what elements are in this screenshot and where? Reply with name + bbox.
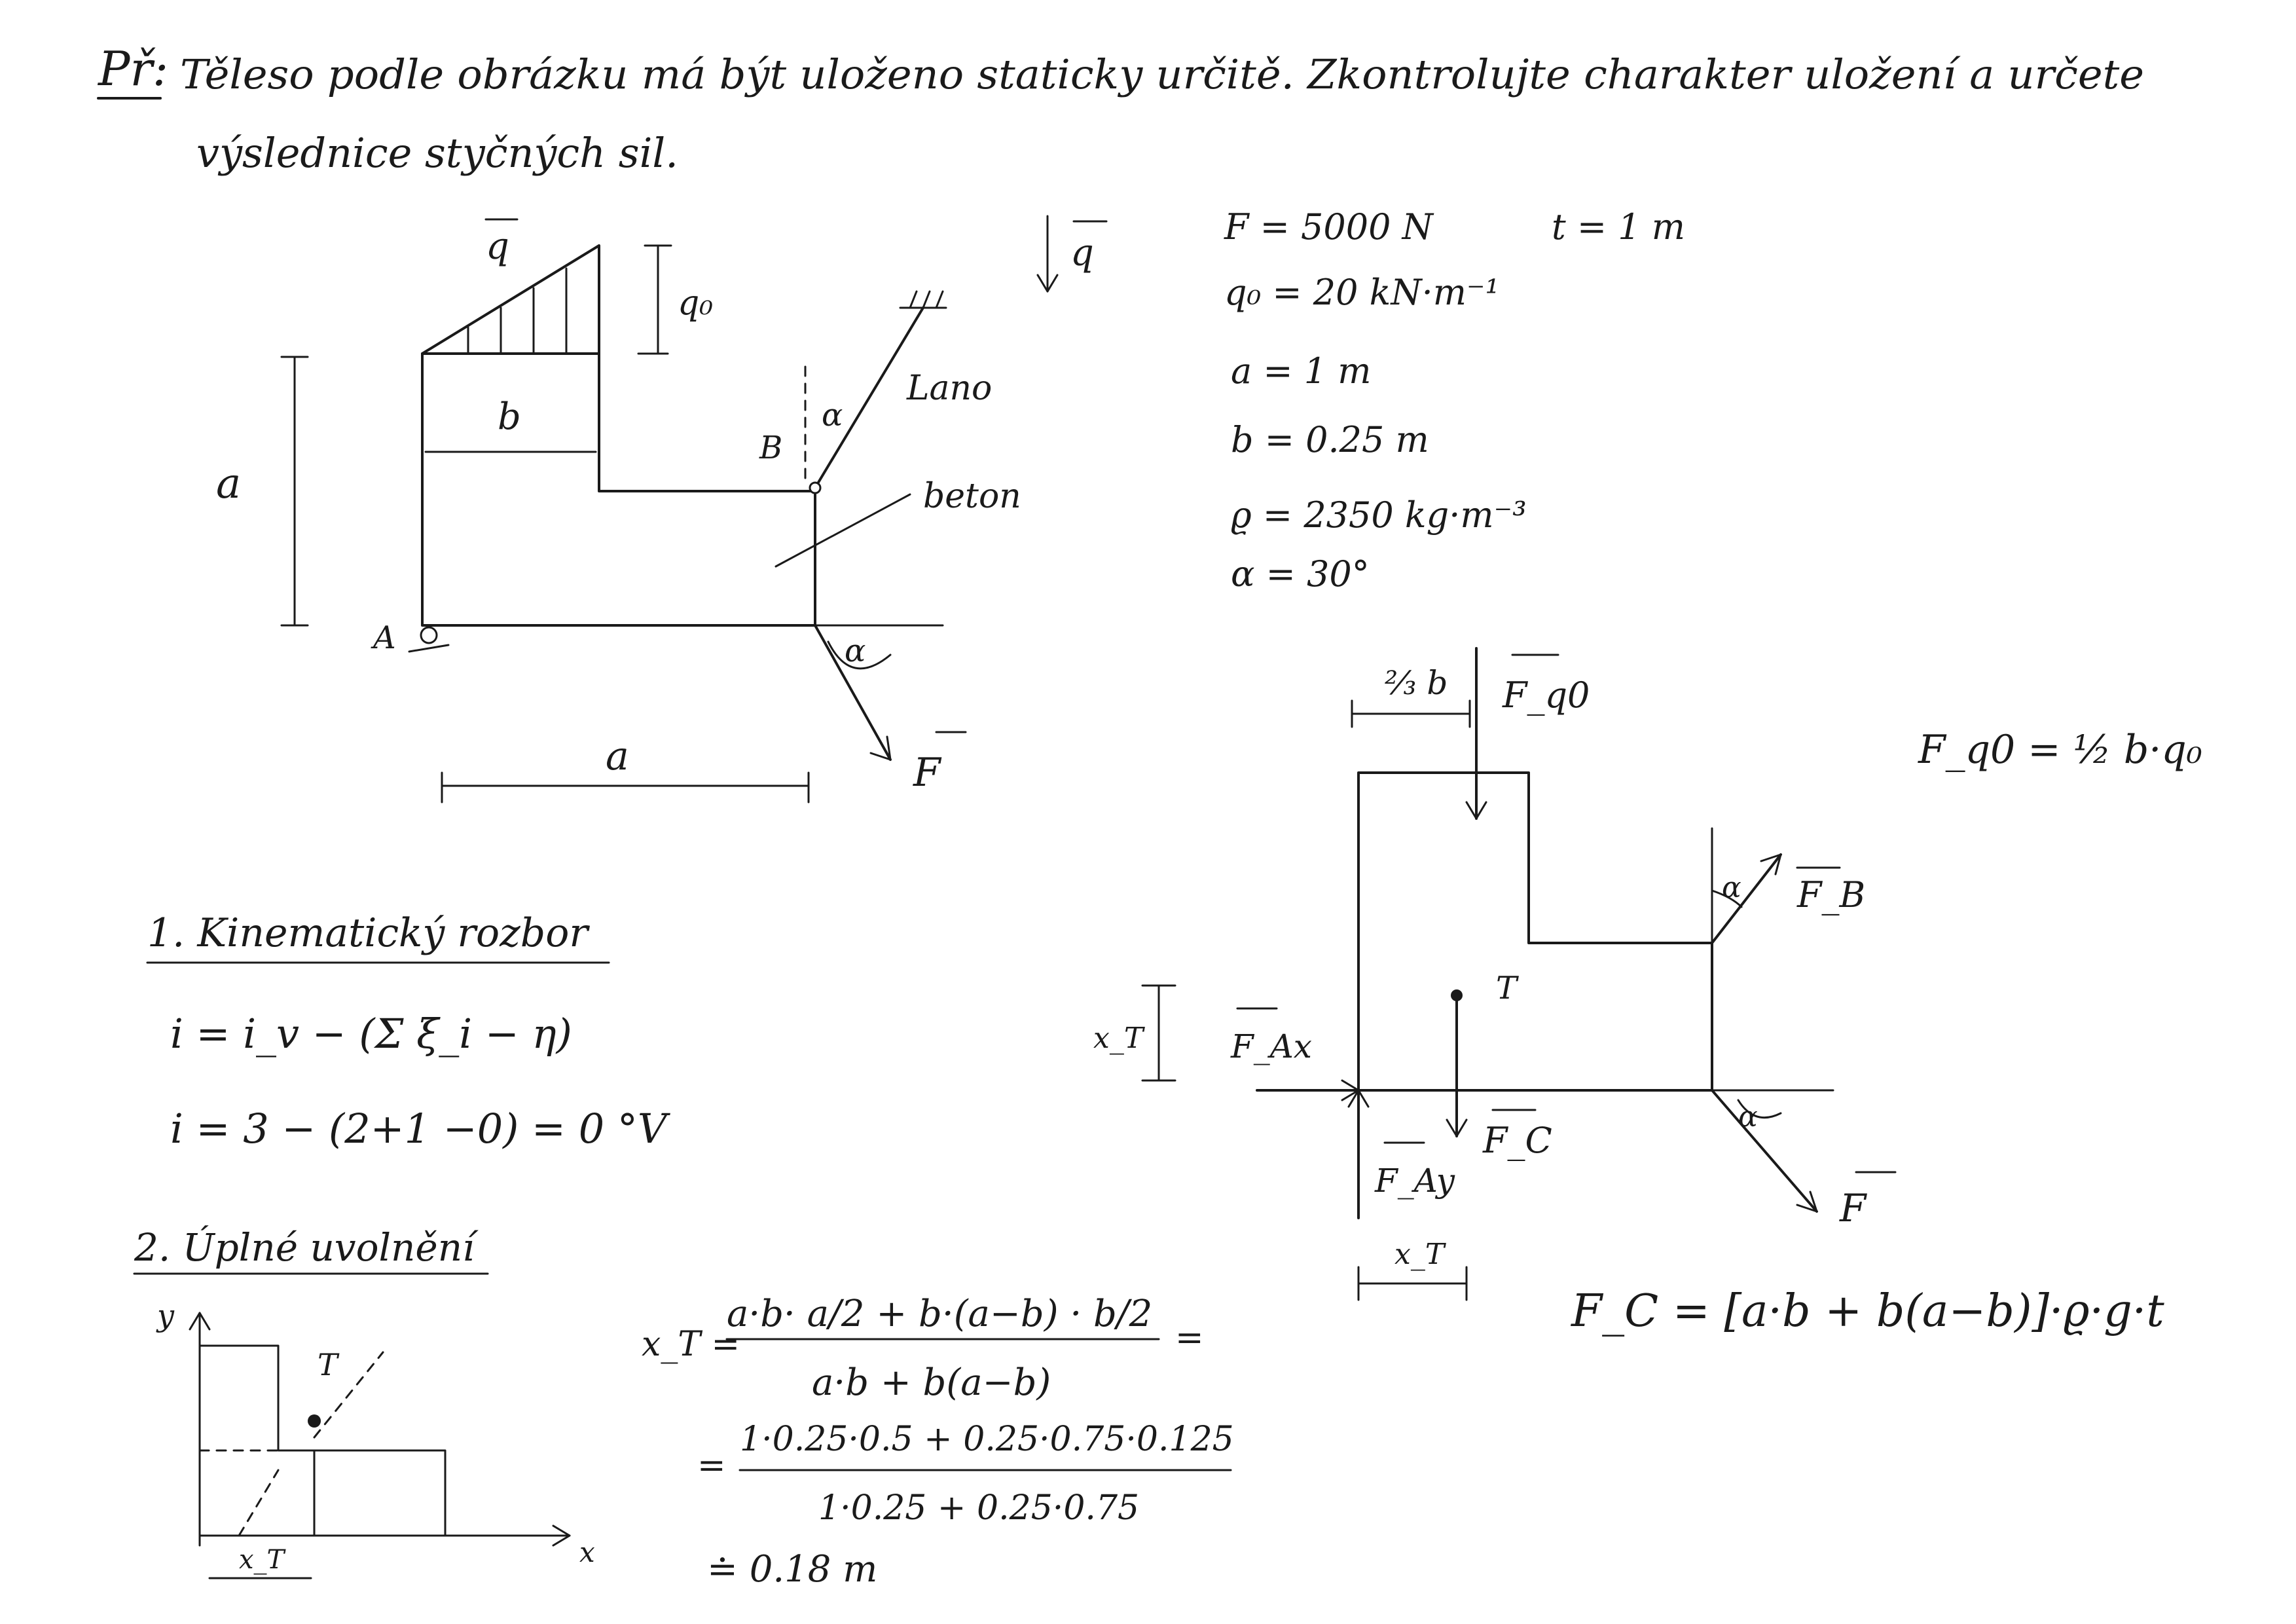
F-label: F — [913, 750, 941, 796]
frac2-numerator: 1·0.25·0.5 + 0.25·0.75·0.125 — [740, 1420, 1234, 1459]
section-1-kinematic — [147, 910, 671, 1153]
given-a: a = 1 m — [1231, 350, 1372, 392]
alpha-bottom-label: α — [845, 633, 866, 669]
given-values — [1224, 206, 1685, 595]
given-t: t = 1 m — [1552, 206, 1686, 248]
formula-FC: F_C = [a·b + b(a−b)]·ϱ·g·t — [1571, 1285, 2164, 1337]
fbd-alpha-bottom-label: α — [1738, 1100, 1758, 1134]
FC-label: F_C — [1483, 1120, 1552, 1161]
eq-sign-1: = — [1175, 1318, 1204, 1357]
beton-leader — [776, 494, 910, 566]
section-1-heading: 1. Kinematický rozbor — [147, 910, 589, 956]
B-label: B — [759, 430, 783, 466]
xT-result: ≐ 0.18 m — [707, 1548, 878, 1591]
load-arrows — [468, 268, 566, 354]
alpha-top-label: α — [822, 397, 843, 434]
figure-1-loaded-body — [216, 216, 1106, 802]
q0-label: q₀ — [678, 284, 714, 323]
formula-Fq0: F_q0 = ½ b·q₀ — [1918, 727, 2202, 773]
a-bottom-label: a — [606, 733, 629, 779]
xT-bottom-label: x_T — [1394, 1238, 1445, 1271]
xT-lhs: x_T = — [642, 1325, 740, 1364]
problem-statement — [97, 41, 2144, 177]
section-1-eq1: i = i_v − (Σ ξ_i − η) — [170, 1010, 572, 1058]
given-rho: ϱ = 2350 kg·m⁻³ — [1231, 494, 1527, 536]
triangular-load — [422, 246, 599, 354]
sketch-centroid — [308, 1414, 321, 1428]
beton-label: beton — [923, 477, 1021, 516]
sketch-x-label: x — [579, 1536, 595, 1568]
given-b: b = 0.25 m — [1231, 419, 1429, 460]
fbd-T-label: T — [1496, 970, 1518, 1006]
FB-label: F_B — [1797, 874, 1866, 915]
q-vector-label: q — [486, 225, 509, 268]
A-label: A — [373, 619, 396, 656]
given-alpha: α = 30° — [1231, 553, 1370, 595]
lano-label: Lano — [907, 369, 993, 408]
eq-sign-2: = — [697, 1446, 726, 1485]
section-1-eq2: i = 3 − (2+1 −0) = 0 °V — [170, 1105, 667, 1153]
a-left-label: a — [216, 460, 242, 508]
given-F: F = 5000 N — [1224, 206, 1433, 248]
sketch-T-label: T — [318, 1347, 338, 1382]
problem-label: Př: — [98, 41, 169, 96]
frac2-denominator: 1·0.25 + 0.25·0.75 — [818, 1488, 1140, 1528]
cable-anchor-hatch — [900, 291, 946, 308]
problem-line-2: výslednice styčných sil. — [196, 129, 678, 177]
FAx-label: F_Ax — [1231, 1027, 1312, 1065]
hinge-B — [810, 483, 820, 493]
two-thirds-b-label: ⅔ b — [1385, 664, 1448, 702]
section-2-free-body — [134, 1225, 1234, 1591]
fbd-F-label: F — [1840, 1186, 1867, 1230]
section-2-heading: 2. Úplné uvolnění — [134, 1225, 475, 1270]
figure-2-free-body-diagram — [1093, 648, 1895, 1300]
sketch-y-label: y — [157, 1298, 174, 1333]
problem-line-1: Těleso podle obrázku má být uloženo staticky určitě. Zkontrolujte charakter uložení a určete — [180, 50, 2144, 98]
formulas — [1570, 727, 2202, 1337]
frac1-denominator: a·b + b(a−b) — [812, 1361, 1051, 1404]
fbd-alpha-top-label: α — [1722, 871, 1741, 904]
given-q0: q₀ = 20 kN·m⁻¹ — [1224, 272, 1500, 313]
b-label: b — [498, 396, 521, 438]
fbd-body-outline — [1358, 773, 1712, 1090]
Fq0-label: F_q0 — [1503, 674, 1590, 716]
support-A-pin — [421, 627, 437, 643]
body-outline — [422, 354, 815, 625]
xT-side-label: x_T — [1093, 1022, 1144, 1055]
sketch-xT-label: x_T — [239, 1545, 285, 1575]
fbd-F-arrow — [1712, 1090, 1817, 1211]
frac1-numerator: a·b· a/2 + b·(a−b) · b/2 — [727, 1293, 1153, 1335]
q-direction-label: q — [1070, 232, 1094, 274]
FAy-label: F_Ay — [1375, 1162, 1455, 1200]
